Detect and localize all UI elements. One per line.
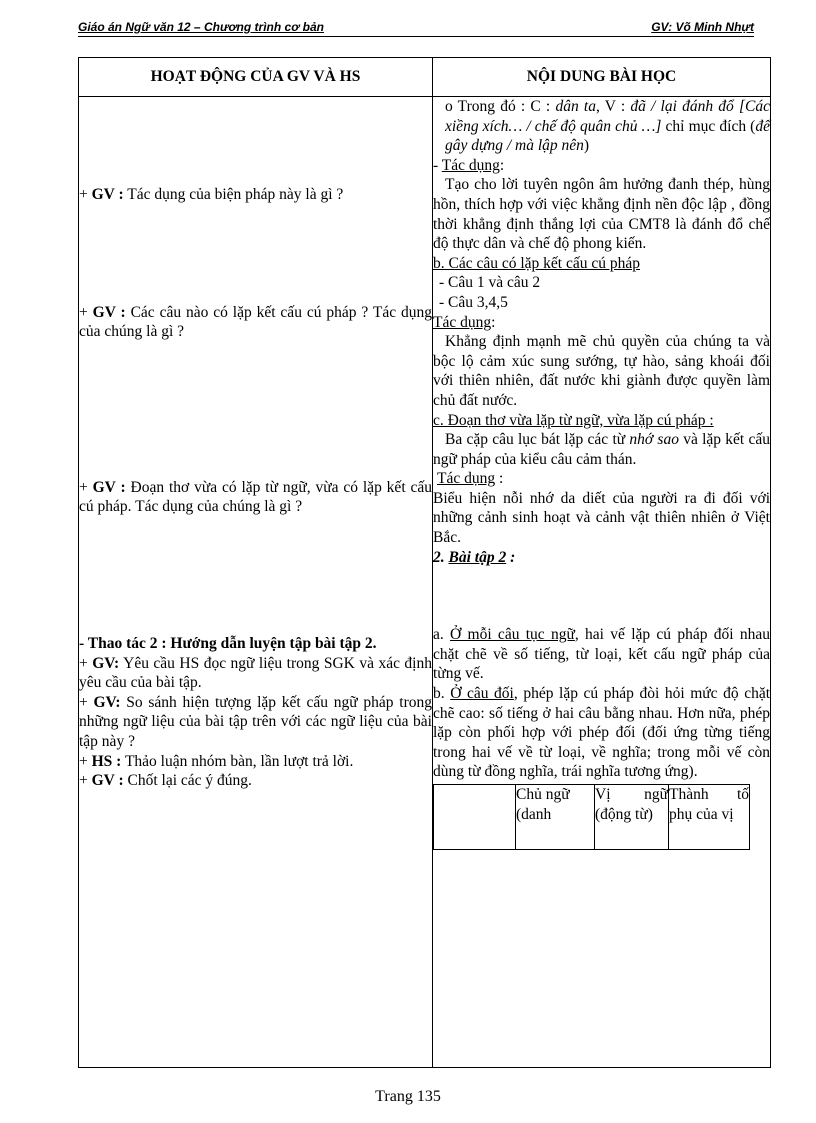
gv-instruction-1: + GV: Yêu cầu HS đọc ngữ liệu trong SGK và xác định yêu cầu của bài tập. <box>79 654 432 692</box>
activity-2-title: - Thao tác 2 : Hướng dẫn luyện tập bài tập 2. <box>79 634 377 652</box>
grammar-table-cell: Thành tố phụ của vị <box>669 785 750 850</box>
exercise-2-answer-b: b. Ở câu đối, phép lặp cú pháp đòi hỏi mức độ chặt chẽ cao: số tiếng ở hai câu bằng nhau. Hơn nữa, phép lặp còn phối hợp với phép đối (đối ứng từng tiếng trong hai vế về từ loại, về nghĩa; trong mỗi vế còn dùng từ đồng nghĩa, trái nghĩa tương ứng). <box>433 685 771 781</box>
column-header-activities: HOẠT ĐỘNG CỦA GV VÀ HS <box>79 58 433 97</box>
section-c-text: Ba cặp câu lục bát lặp các từ nhớ sao và lặp kết cấu ngữ pháp của kiểu câu cảm thán. <box>433 431 770 468</box>
page-number: Trang 135 <box>375 1088 441 1105</box>
gv-instruction-2: + GV: So sánh hiện tượng lặp kết cấu ngữ pháp trong những ngữ liệu của bài tập trên với các ngữ liệu của bài tập này ? <box>79 693 432 750</box>
lesson-table <box>78 57 771 1068</box>
header-teacher-name: GV: Võ Minh Nhựt <box>651 20 754 34</box>
gv-question-3: + GV : Đoạn thơ vừa có lặp từ ngữ, vừa có lặp kết cấu cú pháp. Tác dụng của chúng là gì ? <box>79 478 432 516</box>
grammar-table-cell: Vị ngữ (động từ) <box>595 785 669 850</box>
grammar-table-cell: Chủ ngữ (danh <box>516 785 595 850</box>
section-b-item-2: - Câu 3,4,5 <box>439 293 508 311</box>
structure-explanation: o Trong đó : C : dân ta, V : đã / lại đánh đổ [Các xiềng xích… / chế độ quân chủ …] chỉ mục đích (để gây dựng / mà lập nên) <box>445 98 771 155</box>
grammar-analysis-table <box>433 784 750 850</box>
content-cell <box>433 97 771 1068</box>
effect-text-3: Biểu hiện nỗi nhớ da diết của người ra đi đối với những cảnh sinh hoạt và cảnh vật thiên nhiên ở Việt Bắc. <box>433 489 770 547</box>
gv-conclusion: + GV : Chốt lại các ý đúng. <box>79 772 252 790</box>
section-b-item-1: - Câu 1 và câu 2 <box>439 274 541 292</box>
header-course-title: Giáo án Ngữ văn 12 – Chương trình cơ bản <box>78 20 324 34</box>
section-b-title: b. Các câu có lặp kết cấu cú pháp <box>433 254 641 272</box>
effect-text-1: Tạo cho lời tuyên ngôn âm hưởng đanh thép, hùng hồn, thích hợp với việc khẳng định nền độc lập , đồng thời khẳng định thắng lợi của CMT8 là đánh đổ chế độ thực dân và chế độ phong kiến. <box>433 176 770 253</box>
page-header <box>78 18 754 37</box>
effect-text-2: Khẳng định mạnh mẽ chủ quyền của chúng ta và bộc lộ cảm xúc sung sướng, tự hào, sảng khoái đối với thiên nhiên, đất nước khi giành được quyền làm chủ đất nước. <box>433 333 770 409</box>
grammar-table-cell <box>434 785 516 850</box>
exercise-2-title: 2. Bài tập 2 : <box>433 548 516 566</box>
effect-label-3: Tác dụng : <box>437 470 504 488</box>
gv-question-2: + GV : Các câu nào có lặp kết cấu cú pháp ? Tác dụng của chúng là gì ? <box>79 303 432 341</box>
activities-cell <box>79 97 433 1068</box>
column-header-content: NỘI DUNG BÀI HỌC <box>433 58 771 97</box>
section-c-title: c. Đoạn thơ vừa lặp từ ngữ, vừa lặp cú pháp : <box>433 411 714 429</box>
effect-label-2: Tác dụng: <box>433 313 496 331</box>
exercise-2-answer-a: a. Ở mỗi câu tục ngữ, hai vế lặp cú pháp đối nhau chặt chẽ về số tiếng, từ loại, kết cấu ngữ pháp của từng vế. <box>433 626 770 683</box>
gv-question-1: + GV : Tác dụng của biện pháp này là gì ? <box>79 186 344 203</box>
effect-label-1: - Tác dụng: <box>433 156 505 174</box>
hs-activity: + HS : Thảo luận nhóm bàn, lần lượt trả lời. <box>79 752 354 770</box>
